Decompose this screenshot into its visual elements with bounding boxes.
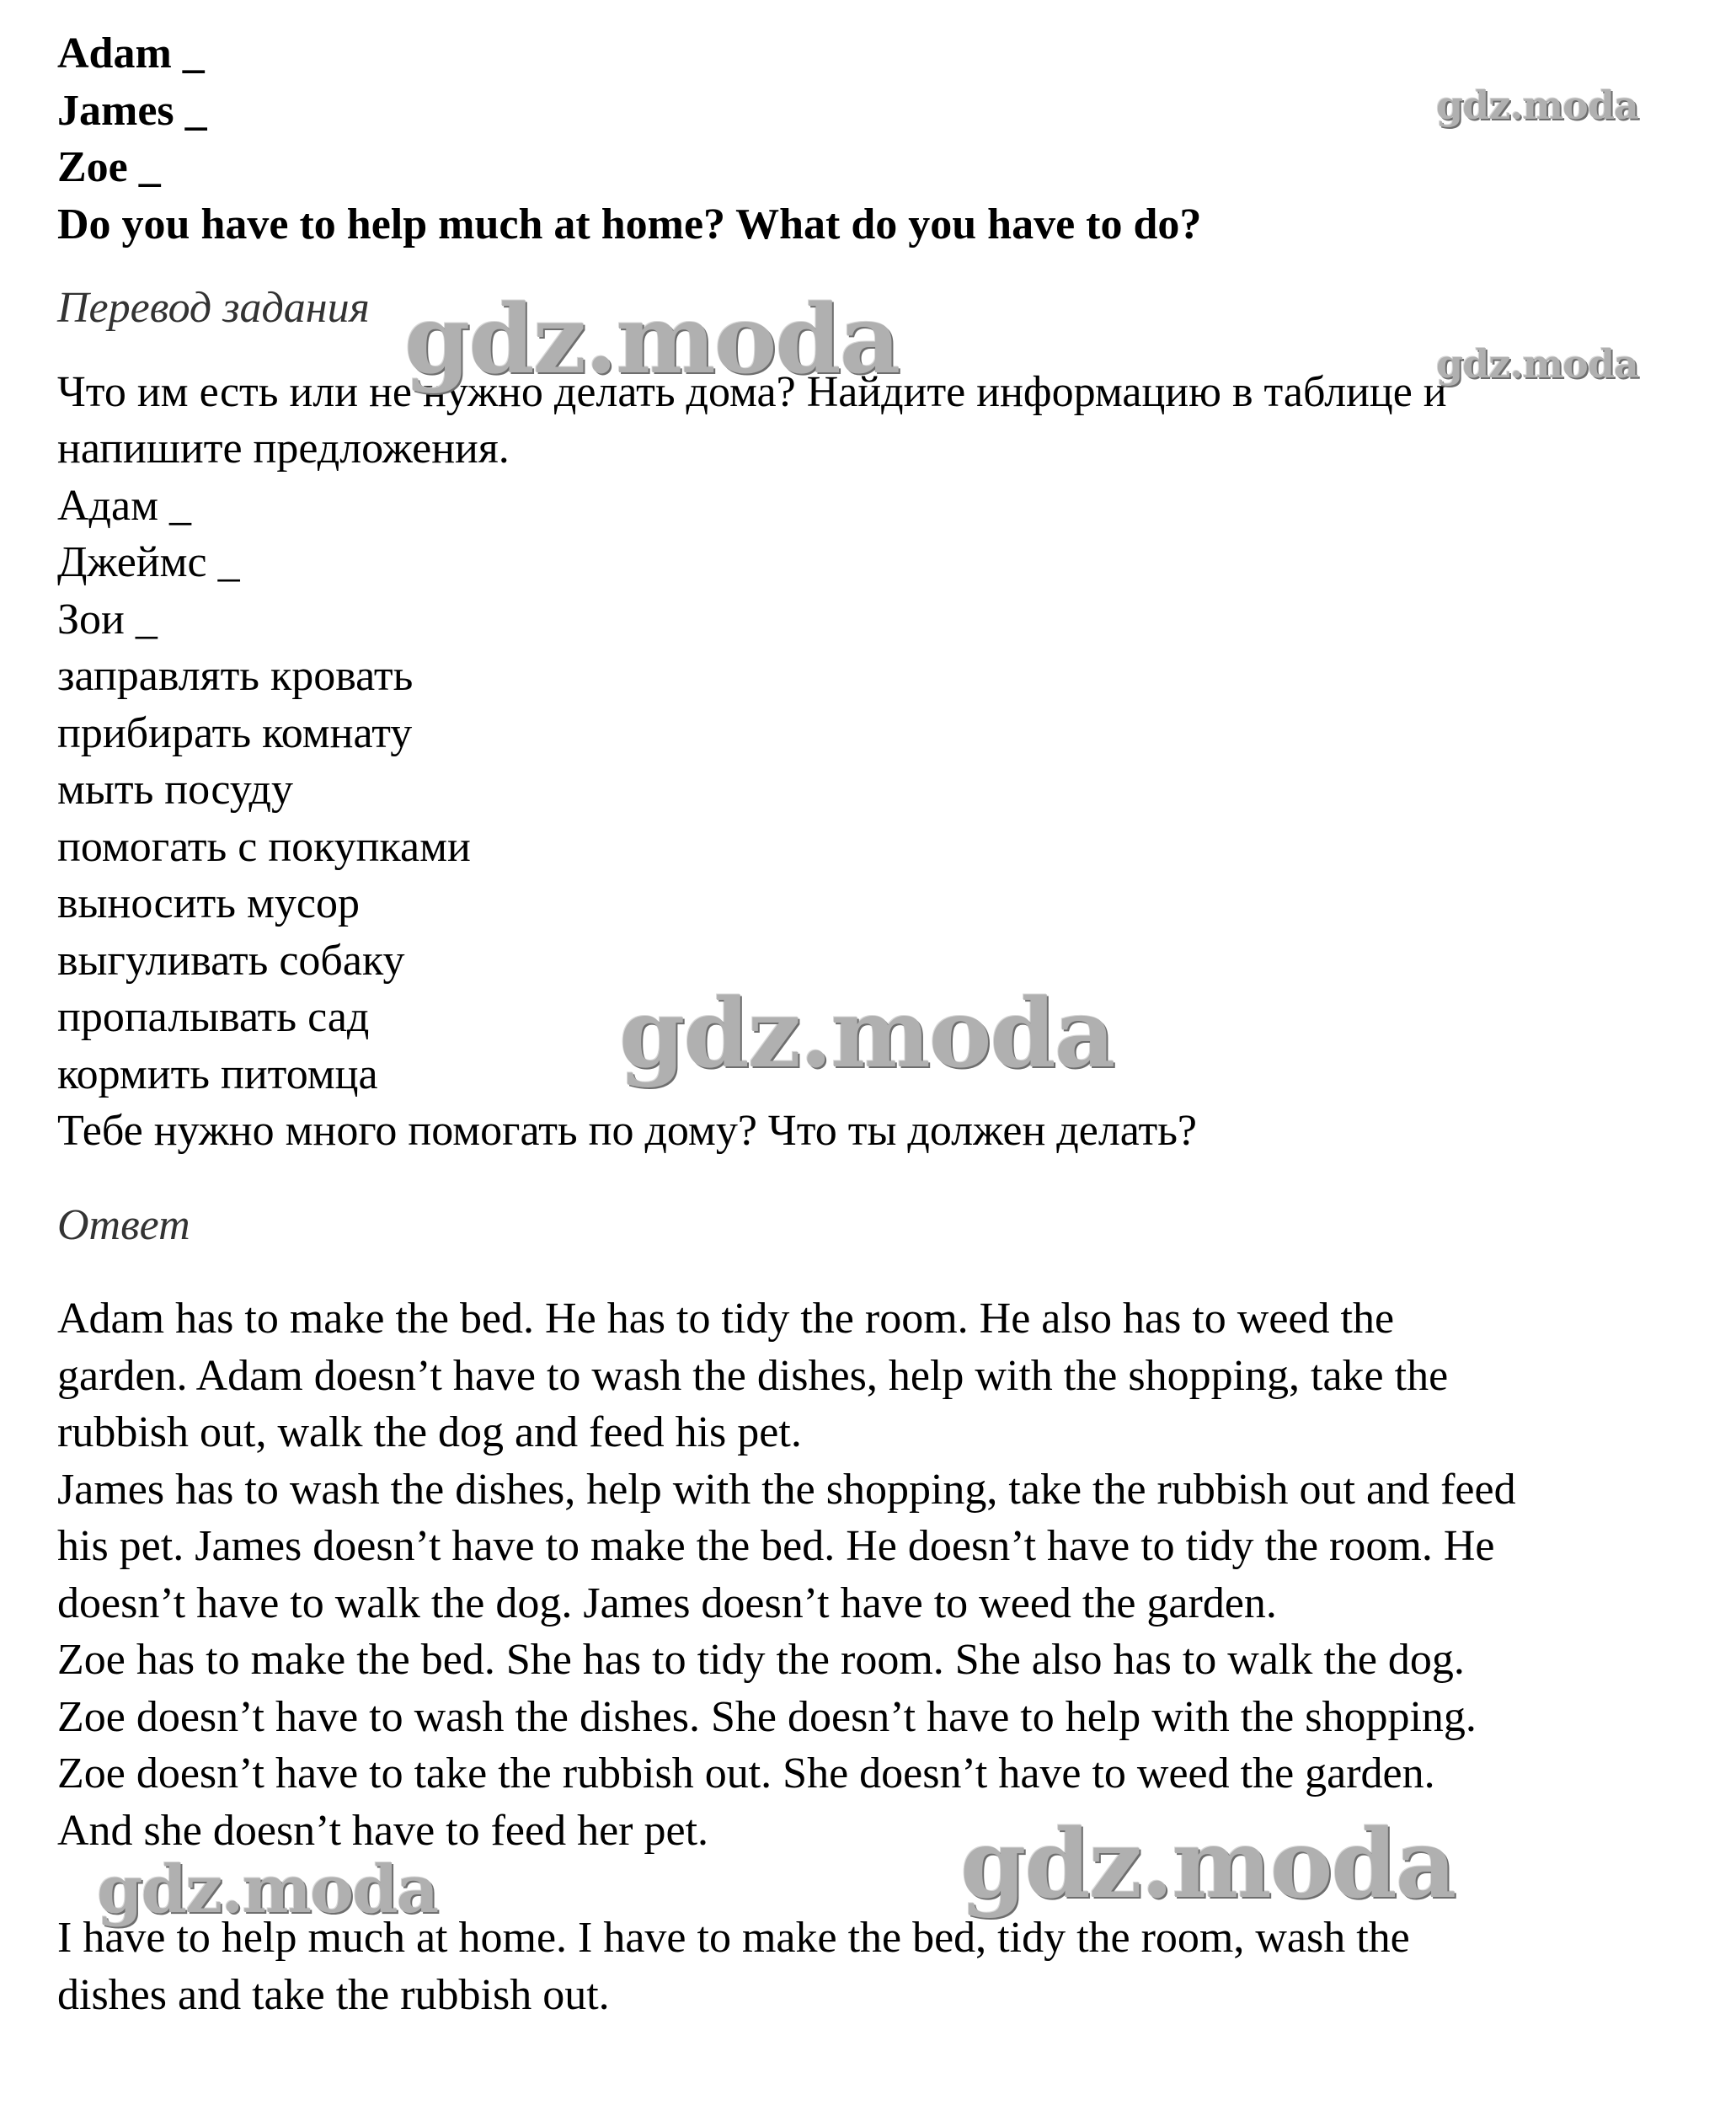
answer-line: Adam has to make the bed. He has to tidy the room. He also has to weed the (57, 1295, 1395, 1343)
personal-answer-line: I have to help much at home. I have to make the bed, tidy the room, wash the (57, 1914, 1410, 1962)
answer-line: Zoe doesn’t have to take the rubbish out. She doesn’t have to weed the garden. (57, 1749, 1435, 1797)
translation-heading: Перевод задания (57, 284, 370, 332)
watermark-logo: gdz.moda (619, 979, 1114, 1089)
chore-item: помогать с покупками (57, 822, 471, 871)
watermark-logo: gdz.moda (1436, 83, 1638, 128)
translation-name-adam: Адам _ (57, 481, 191, 530)
watermark-logo: gdz.moda (1436, 341, 1638, 387)
answer-line: his pet. James doesn’t have to make the bed. He doesn’t have to tidy the room. He (57, 1522, 1495, 1570)
translation-instruction-line: Что им есть или не нужно делать дома? Найдите информацию в таблице и (57, 367, 1447, 416)
watermark-logo: gdz.moda (97, 1851, 438, 1928)
watermark-logo: gdz.moda (960, 1809, 1456, 1920)
chore-item: прибирать комнату (57, 708, 413, 757)
translation-name-james: Джеймс _ (57, 538, 240, 586)
task-name-zoe: Zoe _ (57, 143, 161, 191)
translation-instruction-line: напишите предложения. (57, 425, 510, 473)
personal-answer-line: dishes and take the rubbish out. (57, 1970, 610, 2019)
answer-heading: Ответ (57, 1200, 190, 1249)
answer-line: rubbish out, walk the dog and feed his pet. (57, 1408, 802, 1456)
task-question: Do you have to help much at home? What do you have to do? (57, 200, 1202, 248)
chore-item: мыть посуду (57, 766, 293, 814)
answer-line: James has to wash the dishes, help with the shopping, take the rubbish out and feed (57, 1465, 1516, 1514)
answer-line: Zoe has to make the bed. She has to tidy the room. She also has to walk the dog. (57, 1636, 1465, 1684)
answer-line: garden. Adam doesn’t have to wash the dishes, help with the shopping, take the (57, 1351, 1449, 1400)
chore-item: выносить мусор (57, 879, 360, 927)
chore-item: выгуливать собаку (57, 936, 405, 985)
chore-item: пропалывать сад (57, 993, 370, 1041)
answer-line: Zoe doesn’t have to wash the dishes. She doesn’t have to help with the shopping. (57, 1692, 1477, 1741)
answer-line: doesn’t have to walk the dog. James doesn’t have to weed the garden. (57, 1578, 1277, 1627)
watermark-logo: gdz.moda (404, 285, 900, 395)
chore-item: заправлять кровать (57, 652, 414, 700)
translation-name-zoe: Зои _ (57, 595, 158, 644)
document-page (57, 25, 1708, 2023)
task-name-adam: Adam _ (57, 29, 205, 77)
task-name-james: James _ (57, 86, 207, 135)
chore-item: кормить питомца (57, 1050, 378, 1098)
translation-question: Тебе нужно много помогать по дому? Что ты должен делать? (57, 1107, 1198, 1155)
answer-line: And she doesn’t have to feed her pet. (57, 1806, 709, 1855)
